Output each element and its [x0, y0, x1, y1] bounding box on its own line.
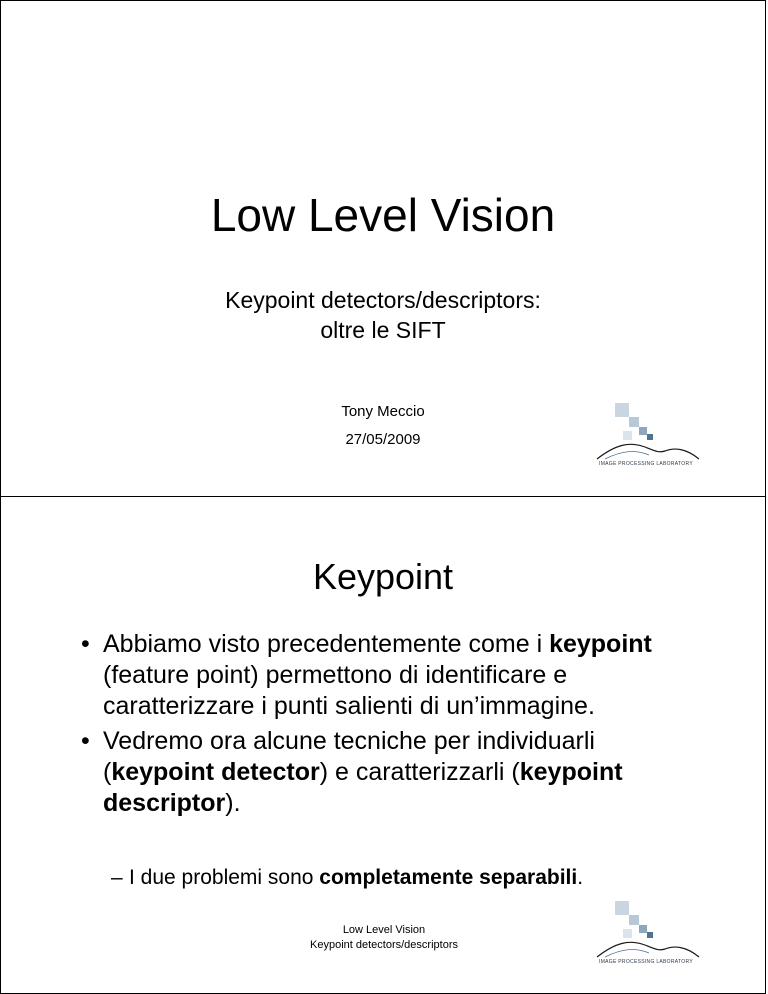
content-slide: [0, 496, 766, 994]
bullet-list: [81, 629, 703, 823]
subtitle-line-2: oltre le SIFT: [320, 317, 446, 343]
ipl-logo-icon: [595, 401, 701, 465]
slide-subtitle: [1, 285, 765, 345]
ipl-logo: [595, 401, 701, 491]
bold-text: keypoint descriptor: [103, 758, 623, 817]
text: .: [577, 866, 584, 889]
text: (feature point) permettono di identificare e caratterizzare i punti salienti di un’immagine.: [103, 661, 595, 720]
footer-line-2: Keypoint detectors/descriptors: [310, 939, 458, 951]
logo-text: IMAGE PROCESSING LABORATORY: [599, 461, 693, 467]
footer-line-1: Low Level Vision: [342, 924, 426, 936]
text: I due problemi sono: [129, 866, 320, 889]
bullet-item: [81, 726, 703, 819]
slide-title: Low Level Vision: [210, 189, 556, 241]
ipl-logo: [595, 899, 701, 989]
date: 27/05/2009: [345, 431, 421, 448]
author: Tony Meccio: [341, 403, 425, 420]
text: ) e caratterizzarli (: [319, 758, 520, 786]
text: ).: [225, 789, 241, 817]
logo-text: IMAGE PROCESSING LABORATORY: [599, 959, 693, 965]
sub-bullet: [111, 865, 629, 891]
bullet-dot-icon: •: [81, 727, 90, 755]
title-slide: [0, 0, 766, 497]
slide-title: Keypoint: [312, 556, 454, 597]
bullet-item: [81, 629, 703, 722]
bold-text: keypoint detector: [111, 758, 320, 786]
dash-icon: –: [111, 866, 123, 889]
subtitle-line-1: Keypoint detectors/descriptors:: [225, 287, 541, 313]
text: Vedremo ora alcune tecniche per individuarli (: [103, 727, 595, 786]
bold-text: keypoint: [549, 630, 652, 658]
bullet-dot-icon: •: [81, 630, 90, 658]
text: Abbiamo visto precedentemente come i: [103, 630, 550, 658]
bold-text: completamente separabili: [319, 866, 578, 889]
ipl-logo-icon: [595, 899, 701, 963]
